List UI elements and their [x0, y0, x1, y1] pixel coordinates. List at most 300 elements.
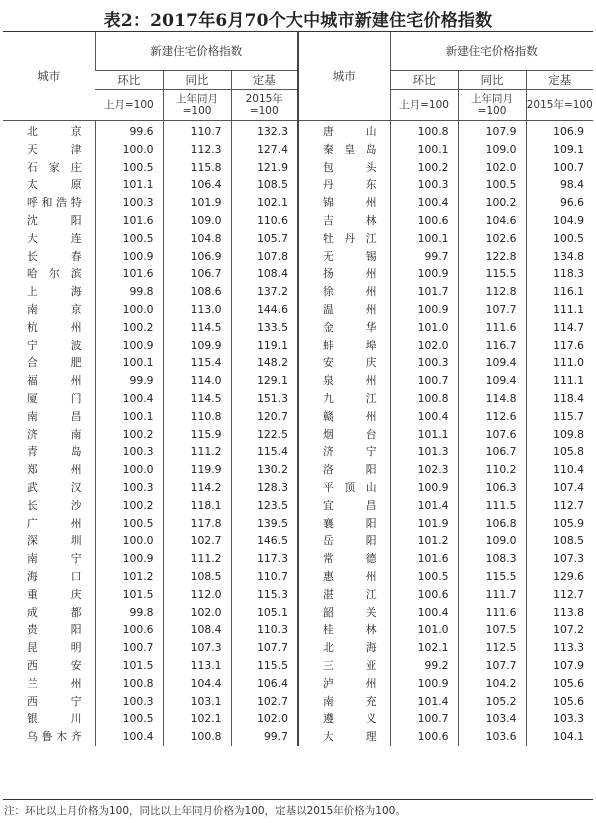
left-mom-cell: 100.0 [95, 301, 163, 319]
left-base-cell: 107.8 [231, 248, 298, 266]
left-city-cell: 福州 [27, 374, 83, 388]
table-row [3, 675, 593, 693]
right-yoy-cell: 103.4 [458, 710, 526, 728]
city-header-right: 城市 [298, 32, 390, 121]
left-base-cell: 130.2 [231, 461, 298, 479]
right-mom-cell: 100.2 [390, 159, 458, 177]
right-base-cell: 98.4 [526, 176, 593, 194]
left-base-cell: 146.5 [231, 532, 298, 550]
right-city-cell: 南充 [298, 693, 390, 711]
right-yoy-cell: 105.2 [458, 693, 526, 711]
left-mom-cell: 100.8 [95, 675, 163, 693]
right-city-cell: 北海 [298, 639, 390, 657]
right-mom-cell: 101.0 [390, 621, 458, 639]
left-yoy-cell: 102.1 [163, 710, 231, 728]
right-yoy-cell: 106.8 [458, 515, 526, 533]
mom-subheader-left: 上月=100 [95, 90, 163, 121]
left-mom-cell: 100.1 [95, 408, 163, 426]
right-city-cell: 安庆 [298, 354, 390, 372]
right-mom-cell: 100.4 [390, 408, 458, 426]
right-base-cell: 115.7 [526, 408, 593, 426]
right-base-cell: 110.4 [526, 461, 593, 479]
right-yoy-cell: 107.6 [458, 426, 526, 444]
yoy-header-left: 同比 [163, 71, 231, 90]
left-base-cell: 115.3 [231, 586, 298, 604]
right-city-cell: 吉林 [298, 212, 390, 230]
left-yoy-cell: 118.1 [163, 497, 231, 515]
left-mom-cell: 100.9 [95, 337, 163, 355]
right-city-cell: 岳阳 [298, 532, 390, 550]
right-mom-cell: 100.6 [390, 586, 458, 604]
right-city-cell: 温州 [298, 301, 390, 319]
left-yoy-cell: 108.5 [163, 568, 231, 586]
left-mom-cell: 100.4 [95, 728, 163, 746]
right-yoy-cell: 111.6 [458, 319, 526, 337]
left-yoy-cell: 112.0 [163, 586, 231, 604]
table-row [3, 301, 593, 319]
left-base-cell: 105.1 [231, 604, 298, 622]
left-yoy-cell: 104.8 [163, 230, 231, 248]
left-mom-cell: 99.8 [95, 604, 163, 622]
left-mom-cell: 100.1 [95, 354, 163, 372]
left-base-cell: 129.1 [231, 372, 298, 390]
left-city-cell: 南京 [27, 302, 83, 316]
right-yoy-cell: 106.7 [458, 443, 526, 461]
table-row [3, 194, 593, 212]
right-base-cell: 105.6 [526, 693, 593, 711]
table-row [3, 121, 593, 141]
right-yoy-cell: 107.7 [458, 301, 526, 319]
right-mom-cell: 100.9 [390, 301, 458, 319]
right-mom-cell: 101.0 [390, 319, 458, 337]
table-row [3, 248, 593, 266]
right-yoy-cell: 112.6 [458, 408, 526, 426]
left-mom-cell: 100.9 [95, 550, 163, 568]
left-yoy-cell: 106.9 [163, 248, 231, 266]
right-base-cell: 107.3 [526, 550, 593, 568]
left-city-cell: 大连 [27, 231, 83, 245]
table-row [3, 657, 593, 675]
right-mom-cell: 100.7 [390, 710, 458, 728]
table-row [3, 586, 593, 604]
right-city-cell: 泸州 [298, 675, 390, 693]
right-mom-cell: 100.9 [390, 479, 458, 497]
left-city-cell: 太原 [27, 178, 83, 192]
mom-subheader-right: 上月=100 [390, 90, 458, 121]
left-city-cell: 兰州 [27, 676, 83, 690]
left-yoy-cell: 113.0 [163, 301, 231, 319]
table-row [3, 265, 593, 283]
left-base-cell: 133.5 [231, 319, 298, 337]
right-yoy-cell: 112.8 [458, 283, 526, 301]
table-row [3, 639, 593, 657]
left-base-cell: 102.1 [231, 194, 298, 212]
left-yoy-cell: 111.2 [163, 443, 231, 461]
table-row [3, 621, 593, 639]
left-base-cell: 115.5 [231, 657, 298, 675]
right-mom-cell: 100.9 [390, 675, 458, 693]
left-mom-cell: 101.6 [95, 212, 163, 230]
group-header-left: 新建住宅价格指数 [95, 32, 298, 71]
right-mom-cell: 101.9 [390, 515, 458, 533]
right-mom-cell: 100.1 [390, 230, 458, 248]
table-row [3, 390, 593, 408]
left-mom-cell: 100.3 [95, 693, 163, 711]
left-city-cell: 济南 [27, 427, 83, 441]
left-mom-cell: 100.0 [95, 141, 163, 159]
left-mom-cell: 100.7 [95, 639, 163, 657]
left-mom-cell: 100.3 [95, 479, 163, 497]
right-city-cell: 秦皇岛 [298, 141, 390, 159]
table-row [3, 230, 593, 248]
right-base-cell: 109.8 [526, 426, 593, 444]
right-yoy-cell: 107.7 [458, 657, 526, 675]
left-yoy-cell: 111.2 [163, 550, 231, 568]
left-base-cell: 102.7 [231, 693, 298, 711]
left-mom-cell: 101.1 [95, 176, 163, 194]
left-base-cell: 102.0 [231, 710, 298, 728]
left-base-cell: 148.2 [231, 354, 298, 372]
left-mom-cell: 101.5 [95, 657, 163, 675]
left-city-cell: 武汉 [27, 480, 83, 494]
right-city-cell: 济宁 [298, 443, 390, 461]
left-city-cell: 西宁 [27, 694, 83, 708]
right-mom-cell: 100.4 [390, 194, 458, 212]
right-base-cell: 134.8 [526, 248, 593, 266]
base-header-right: 定基 [526, 71, 593, 90]
right-city-cell: 襄阳 [298, 515, 390, 533]
left-base-cell: 137.2 [231, 283, 298, 301]
left-mom-cell: 100.9 [95, 248, 163, 266]
left-mom-cell: 100.0 [95, 461, 163, 479]
right-yoy-cell: 111.7 [458, 586, 526, 604]
table-row [3, 550, 593, 568]
left-city-cell: 合肥 [27, 356, 83, 370]
right-city-cell: 宜昌 [298, 497, 390, 515]
right-yoy-cell: 115.5 [458, 265, 526, 283]
left-city-cell: 沈阳 [27, 213, 83, 227]
right-yoy-cell: 106.3 [458, 479, 526, 497]
right-yoy-cell: 107.9 [458, 121, 526, 141]
table-body [3, 121, 593, 746]
left-city-cell: 郑州 [27, 463, 83, 477]
left-city-cell: 乌鲁木齐 [27, 730, 83, 744]
left-mom-cell: 100.4 [95, 390, 163, 408]
right-yoy-cell: 115.5 [458, 568, 526, 586]
table-row [3, 212, 593, 230]
left-yoy-cell: 102.0 [163, 604, 231, 622]
right-base-cell: 118.3 [526, 265, 593, 283]
right-city-cell: 三亚 [298, 657, 390, 675]
table-row [3, 159, 593, 177]
right-yoy-cell: 116.7 [458, 337, 526, 355]
right-base-cell: 113.3 [526, 639, 593, 657]
table-row [3, 176, 593, 194]
right-base-cell: 111.0 [526, 354, 593, 372]
right-city-cell: 韶关 [298, 604, 390, 622]
right-city-cell: 扬州 [298, 265, 390, 283]
left-base-cell: 107.7 [231, 639, 298, 657]
left-base-cell: 108.4 [231, 265, 298, 283]
right-base-cell: 129.6 [526, 568, 593, 586]
left-yoy-cell: 114.2 [163, 479, 231, 497]
right-mom-cell: 100.3 [390, 176, 458, 194]
right-mom-cell: 101.7 [390, 283, 458, 301]
left-base-cell: 144.6 [231, 301, 298, 319]
table-row [3, 568, 593, 586]
right-base-cell: 105.8 [526, 443, 593, 461]
right-city-cell: 遵义 [298, 710, 390, 728]
table-row [3, 710, 593, 728]
left-base-cell: 110.3 [231, 621, 298, 639]
table-row [3, 532, 593, 550]
yoy-subheader-right: 上年同月=100 [458, 90, 526, 121]
right-yoy-cell: 111.5 [458, 497, 526, 515]
right-base-cell: 96.6 [526, 194, 593, 212]
left-mom-cell: 101.5 [95, 586, 163, 604]
left-yoy-cell: 114.5 [163, 390, 231, 408]
right-mom-cell: 101.6 [390, 550, 458, 568]
table-row [3, 372, 593, 390]
base-subheader-right: 2015年=100 [526, 90, 593, 121]
left-base-cell: 122.5 [231, 426, 298, 444]
left-yoy-cell: 108.4 [163, 621, 231, 639]
left-mom-cell: 100.5 [95, 710, 163, 728]
right-yoy-cell: 111.6 [458, 604, 526, 622]
left-mom-cell: 100.2 [95, 497, 163, 515]
right-base-cell: 112.7 [526, 586, 593, 604]
right-mom-cell: 99.2 [390, 657, 458, 675]
table-row [3, 728, 593, 746]
right-mom-cell: 100.9 [390, 265, 458, 283]
left-base-cell: 132.3 [231, 121, 298, 141]
right-city-cell: 包头 [298, 159, 390, 177]
right-yoy-cell: 100.5 [458, 176, 526, 194]
left-mom-cell: 99.6 [95, 121, 163, 141]
table-row [3, 426, 593, 444]
right-base-cell: 108.5 [526, 532, 593, 550]
right-base-cell: 100.7 [526, 159, 593, 177]
left-base-cell: 127.4 [231, 141, 298, 159]
left-yoy-cell: 109.9 [163, 337, 231, 355]
right-yoy-cell: 110.2 [458, 461, 526, 479]
left-mom-cell: 100.5 [95, 159, 163, 177]
right-base-cell: 116.1 [526, 283, 593, 301]
right-mom-cell: 102.1 [390, 639, 458, 657]
left-city-cell: 贵阳 [27, 623, 83, 637]
left-city-cell: 杭州 [27, 320, 83, 334]
right-city-cell: 牡丹江 [298, 230, 390, 248]
left-yoy-cell: 100.8 [163, 728, 231, 746]
right-yoy-cell: 112.5 [458, 639, 526, 657]
left-mom-cell: 100.5 [95, 230, 163, 248]
left-yoy-cell: 112.3 [163, 141, 231, 159]
left-base-cell: 108.5 [231, 176, 298, 194]
right-city-cell: 洛阳 [298, 461, 390, 479]
right-city-cell: 大理 [298, 728, 390, 746]
left-yoy-cell: 115.9 [163, 426, 231, 444]
right-yoy-cell: 107.5 [458, 621, 526, 639]
left-city-cell: 南宁 [27, 552, 83, 566]
left-mom-cell: 99.9 [95, 372, 163, 390]
left-yoy-cell: 109.0 [163, 212, 231, 230]
left-mom-cell: 101.6 [95, 265, 163, 283]
left-city-cell: 呼和浩特 [27, 196, 83, 210]
yoy-header-right: 同比 [458, 71, 526, 90]
right-yoy-cell: 102.0 [458, 159, 526, 177]
right-city-cell: 锦州 [298, 194, 390, 212]
right-yoy-cell: 104.2 [458, 675, 526, 693]
left-city-cell: 重庆 [27, 587, 83, 601]
right-base-cell: 112.7 [526, 497, 593, 515]
left-city-cell: 天津 [27, 142, 83, 156]
left-city-cell: 银川 [27, 712, 83, 726]
right-base-cell: 105.9 [526, 515, 593, 533]
right-city-cell: 泉州 [298, 372, 390, 390]
left-mom-cell: 100.3 [95, 194, 163, 212]
right-base-cell: 107.2 [526, 621, 593, 639]
left-base-cell: 120.7 [231, 408, 298, 426]
right-yoy-cell: 100.2 [458, 194, 526, 212]
right-mom-cell: 101.4 [390, 497, 458, 515]
base-header-left: 定基 [231, 71, 298, 90]
left-yoy-cell: 110.7 [163, 121, 231, 141]
right-city-cell: 赣州 [298, 408, 390, 426]
table-row [3, 497, 593, 515]
right-mom-cell: 100.8 [390, 390, 458, 408]
right-city-cell: 无锡 [298, 248, 390, 266]
right-yoy-cell: 102.6 [458, 230, 526, 248]
left-base-cell: 139.5 [231, 515, 298, 533]
right-base-cell: 104.9 [526, 212, 593, 230]
right-city-cell: 唐山 [298, 121, 390, 141]
yoy-subheader-left: 上年同月=100 [163, 90, 231, 121]
right-mom-cell: 102.3 [390, 461, 458, 479]
left-base-cell: 151.3 [231, 390, 298, 408]
left-base-cell: 119.1 [231, 337, 298, 355]
right-city-cell: 金华 [298, 319, 390, 337]
mom-header-left: 环比 [95, 71, 163, 90]
left-city-cell: 石家庄 [27, 160, 83, 174]
right-yoy-cell: 108.3 [458, 550, 526, 568]
right-base-cell: 107.9 [526, 657, 593, 675]
table-row [3, 604, 593, 622]
left-city-cell: 西安 [27, 658, 83, 672]
right-city-cell: 烟台 [298, 426, 390, 444]
left-mom-cell: 100.3 [95, 443, 163, 461]
right-mom-cell: 99.7 [390, 248, 458, 266]
right-city-cell: 湛江 [298, 586, 390, 604]
table-bottom-rule [3, 799, 593, 800]
right-base-cell: 100.5 [526, 230, 593, 248]
right-yoy-cell: 122.8 [458, 248, 526, 266]
right-city-cell: 常德 [298, 550, 390, 568]
left-yoy-cell: 114.0 [163, 372, 231, 390]
right-city-cell: 平顶山 [298, 479, 390, 497]
left-base-cell: 106.4 [231, 675, 298, 693]
right-city-cell: 桂林 [298, 621, 390, 639]
left-base-cell: 121.9 [231, 159, 298, 177]
left-yoy-cell: 115.4 [163, 354, 231, 372]
left-city-cell: 北京 [27, 125, 83, 138]
right-city-cell: 九江 [298, 390, 390, 408]
left-city-cell: 上海 [27, 285, 83, 299]
left-base-cell: 117.3 [231, 550, 298, 568]
right-base-cell: 107.4 [526, 479, 593, 497]
left-city-cell: 青岛 [27, 445, 83, 459]
right-base-cell: 111.1 [526, 372, 593, 390]
table-row [3, 443, 593, 461]
right-yoy-cell: 114.8 [458, 390, 526, 408]
right-mom-cell: 102.0 [390, 337, 458, 355]
right-mom-cell: 100.6 [390, 728, 458, 746]
right-city-cell: 蚌埠 [298, 337, 390, 355]
right-city-cell: 丹东 [298, 176, 390, 194]
right-base-cell: 111.1 [526, 301, 593, 319]
left-yoy-cell: 114.5 [163, 319, 231, 337]
table-row [3, 408, 593, 426]
table-row [3, 141, 593, 159]
left-city-cell: 哈尔滨 [27, 267, 83, 281]
right-mom-cell: 100.7 [390, 372, 458, 390]
left-yoy-cell: 104.4 [163, 675, 231, 693]
right-base-cell: 109.1 [526, 141, 593, 159]
left-city-cell: 长沙 [27, 498, 83, 512]
price-index-table [3, 32, 593, 746]
right-mom-cell: 100.1 [390, 141, 458, 159]
left-base-cell: 128.3 [231, 479, 298, 497]
right-base-cell: 103.3 [526, 710, 593, 728]
left-city-cell: 成都 [27, 605, 83, 619]
left-mom-cell: 100.5 [95, 515, 163, 533]
right-mom-cell: 100.4 [390, 604, 458, 622]
right-yoy-cell: 109.0 [458, 532, 526, 550]
right-base-cell: 113.8 [526, 604, 593, 622]
left-mom-cell: 100.2 [95, 319, 163, 337]
right-base-cell: 106.9 [526, 121, 593, 141]
left-mom-cell: 99.8 [95, 283, 163, 301]
right-mom-cell: 100.6 [390, 212, 458, 230]
left-mom-cell: 100.6 [95, 621, 163, 639]
left-city-cell: 宁波 [27, 338, 83, 352]
table-row [3, 693, 593, 711]
left-yoy-cell: 108.6 [163, 283, 231, 301]
table-row [3, 354, 593, 372]
table-row [3, 479, 593, 497]
right-mom-cell: 100.3 [390, 354, 458, 372]
right-mom-cell: 101.4 [390, 693, 458, 711]
right-base-cell: 118.4 [526, 390, 593, 408]
mom-header-right: 环比 [390, 71, 458, 90]
right-mom-cell: 101.2 [390, 532, 458, 550]
table-row [3, 319, 593, 337]
right-yoy-cell: 109.4 [458, 372, 526, 390]
right-city-cell: 惠州 [298, 568, 390, 586]
right-city-cell: 徐州 [298, 283, 390, 301]
left-yoy-cell: 115.8 [163, 159, 231, 177]
right-base-cell: 114.7 [526, 319, 593, 337]
left-mom-cell: 100.2 [95, 426, 163, 444]
right-yoy-cell: 104.6 [458, 212, 526, 230]
left-base-cell: 123.5 [231, 497, 298, 515]
group-header-right: 新建住宅价格指数 [390, 32, 593, 71]
left-yoy-cell: 101.9 [163, 194, 231, 212]
table-row [3, 515, 593, 533]
left-city-cell: 深圳 [27, 534, 83, 548]
left-base-cell: 105.7 [231, 230, 298, 248]
left-yoy-cell: 103.1 [163, 693, 231, 711]
left-base-cell: 99.7 [231, 728, 298, 746]
